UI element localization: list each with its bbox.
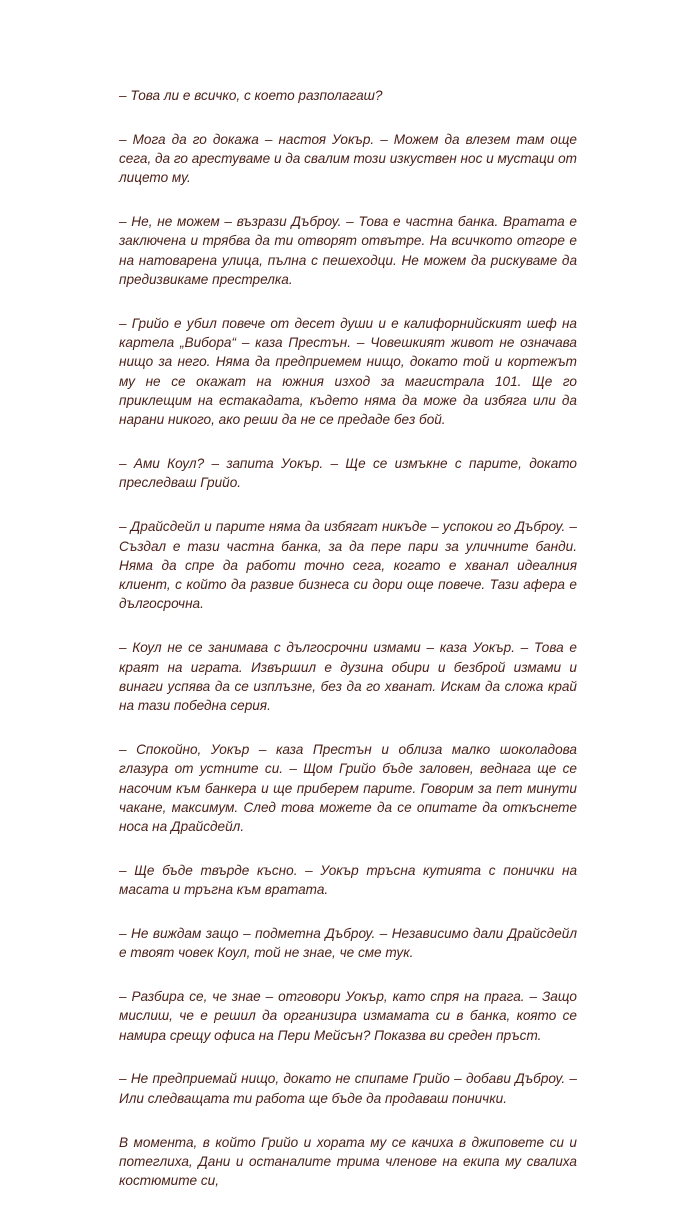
paragraph: – Ами Коул? – запита Уокър. – Ще се измъкне с парите, докато преследваш Грийо. (119, 456, 577, 491)
paragraph: – Коул не се занимава с дългосрочни измами – каза Уокър. – Това е краят на играта. Извършил е дузина обири и безброй измами и винаги успява да се изплъзне, без да го хванат. Искам да сложа край на тази победна серия. (119, 640, 577, 714)
paragraph: – Разбира се, че знае – отговори Уокър, като спря на прага. – Защо мислиш, че е решил да организира измамата си в банка, която се намира срещу офиса на Пери Мейсън? Показва ви среден пръст. (119, 989, 577, 1043)
paragraph: – Грийо е убил повече от десет души и е калифорнийският шеф на картела „Вибора“ – каза Престън. – Човешкият живот не означава нищо за него. Няма да предприемем нищо, докато той и кортежът му не се окажат на южния изход за магистрала 101. Ще го приклещим на естакадата, където няма да може да избяга или да нарани никого, ако реши да не се предаде без бой. (119, 315, 577, 428)
paragraph: – Това ли е всичко, с което разполагаш? (119, 88, 383, 103)
paragraph: В момента, в който Грийо и хората му се качиха в джиповете си и потеглиха, Дани и останалите трима членове на екипа му свалиха костюмите си, (119, 1134, 577, 1189)
body-text (119, 86, 577, 1215)
paragraph: – Не виждам защо – подметна Дъброу. – Независимо дали Драйсдейл е твоят човек Коул, той не знае, че сме тук. (119, 926, 577, 961)
paragraph: – Ще бъде твърде късно. – Уокър тръсна кутията с понички на масата и тръгна към вратата. (119, 862, 577, 898)
paragraph: – Драйсдейл и парите няма да избягат никъде – успокои го Дъброу. – Създал е тази частна банка, за да пере пари за уличните банди. Няма да спре да работи точно сега, когато е хванал идеалния клиент, с който да развие бизнеса си дори още повече. Тази афера е дългосрочна. (119, 519, 577, 612)
paragraph: – Мога да го докажа – настоя Уокър. – Можем да влезем там още сега, да го арестуваме и да свалим този изкуствен нос и мустаци от лицето му. (119, 131, 577, 186)
paragraph: – Не, не можем – възрази Дъброу. – Това е частна банка. Вратата е заключена и трябва да ти отворят отвътре. На всичкото отгоре е на натоварена улица, пълна с пешеходци. Не можем да рискуваме да предизвикаме престрелка. (119, 214, 577, 288)
paragraph: – Спокойно, Уокър – каза Престън и облиза малко шоколадова глазура от устните си. – Щом Грийо бъде заловен, веднага ще се насочим към банкера и ще приберем парите. Говорим за пет минути чакане, максимум. След това можете да се опитате да откъснете носа на Драйсдейл. (119, 741, 577, 835)
paragraph: – Не предприемай нищо, докато не спипаме Грийо – добави Дъброу. – Или следващата ти работа ще бъде да продаваш понички. (119, 1071, 577, 1106)
